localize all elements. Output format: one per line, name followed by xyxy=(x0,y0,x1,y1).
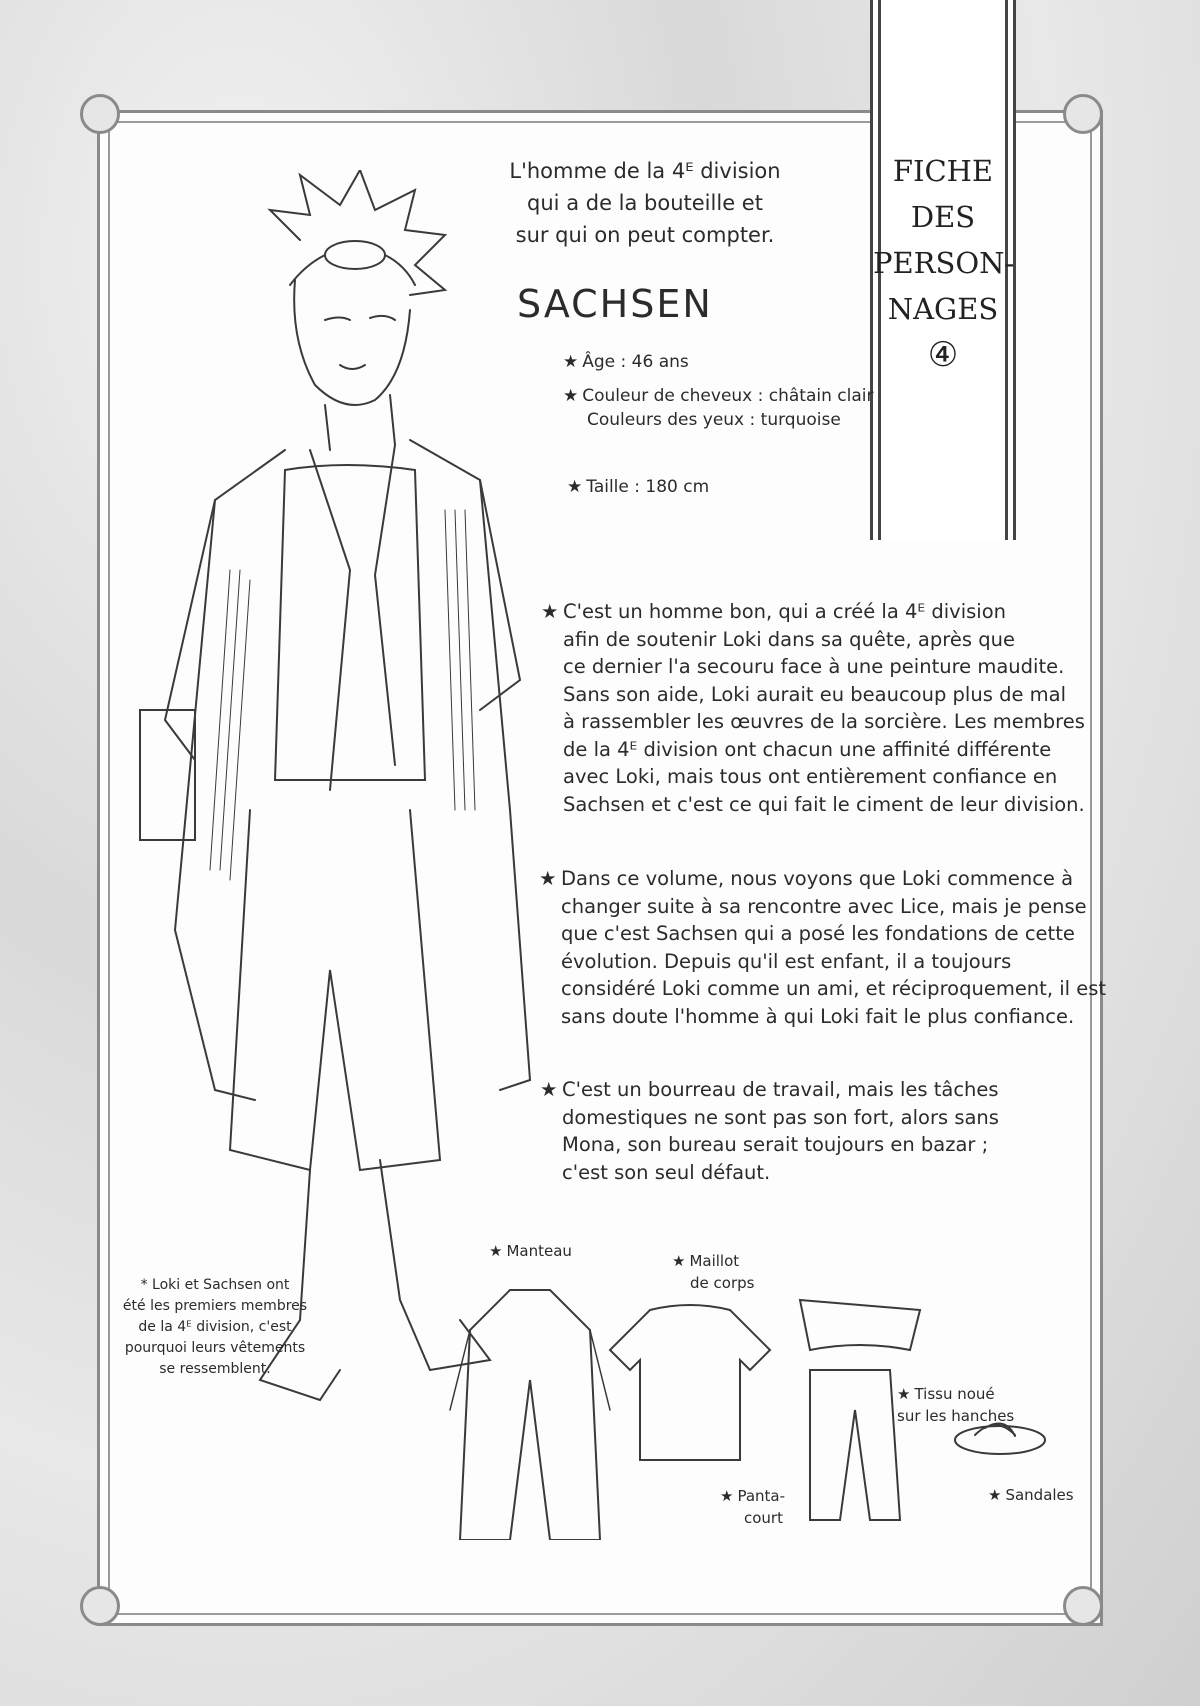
banner-line: FICHE xyxy=(892,154,994,188)
label-undershirt xyxy=(672,1250,754,1294)
cloth-sketch xyxy=(800,1300,920,1350)
paragraph-line: c'est son seul défaut. xyxy=(562,1160,771,1184)
label-text: Manteau xyxy=(506,1242,572,1260)
label-text: Maillot xyxy=(689,1252,740,1270)
sandals-sketch xyxy=(955,1426,1045,1454)
label-text: Panta- xyxy=(737,1487,786,1505)
pants-sketch xyxy=(810,1370,900,1520)
paragraph-line: C'est un bourreau de travail, mais les tâches xyxy=(562,1078,999,1101)
star-icon: ★ xyxy=(540,1078,558,1101)
banner-title xyxy=(873,148,1013,378)
stat-value: Taille : 180 cm xyxy=(586,477,710,497)
paragraph-line: à rassembler les œuvres de la sorcière. Les membres xyxy=(563,710,1085,733)
coat-sketch xyxy=(460,1290,600,1540)
side-note xyxy=(115,1275,315,1380)
frame-corner-ornament xyxy=(80,1586,120,1626)
label-coat xyxy=(489,1240,572,1262)
label-sandals xyxy=(988,1484,1074,1506)
tagline-line: L'homme de la 4ᴱ division xyxy=(509,159,781,183)
description-paragraph xyxy=(540,1076,1122,1186)
paragraph-line: de la 4ᴱ division ont chacun une affinité différente xyxy=(563,737,1052,761)
description-paragraph xyxy=(539,865,1121,1030)
paragraph-line: avec Loki, mais tous ont entièrement confiance en xyxy=(563,765,1058,788)
label-cloth xyxy=(897,1383,1014,1427)
label-text: de corps xyxy=(690,1274,755,1292)
paragraph-line: considéré Loki comme un ami, et réciproquement, il est xyxy=(561,977,1107,1000)
paragraph-line: Sans son aide, Loki aurait eu beaucoup plus de mal xyxy=(563,682,1067,706)
stat-height xyxy=(567,477,709,497)
paragraph-line: domestiques ne sont pas son fort, alors sans xyxy=(562,1105,999,1129)
banner-line: DES xyxy=(910,200,976,234)
label-text: sur les hanches xyxy=(897,1407,1015,1425)
star-icon: ★ xyxy=(672,1252,686,1270)
note-line: pourquoi leurs vêtements xyxy=(124,1340,306,1356)
stat-value: Âge : 46 ans xyxy=(582,352,689,372)
stat-eyes xyxy=(587,410,841,430)
label-text: court xyxy=(744,1509,783,1527)
paragraph-line: ce dernier l'a secouru face à une peinture maudite. xyxy=(563,655,1065,678)
star-icon: ★ xyxy=(720,1487,734,1505)
paragraph-line: Sachsen et c'est ce qui fait le ciment de leur division. xyxy=(563,792,1085,816)
character-sketch xyxy=(110,170,570,1460)
note-line: * Loki et Sachsen ont xyxy=(140,1277,290,1293)
star-icon: ★ xyxy=(563,386,579,406)
stat-value: Couleurs des yeux : turquoise xyxy=(587,410,841,430)
label-text: Sandales xyxy=(1005,1486,1074,1504)
label-text: Tissu noué xyxy=(914,1385,995,1403)
title-banner xyxy=(870,0,1016,540)
star-icon: ★ xyxy=(489,1242,503,1260)
paragraph-line: que c'est Sachsen qui a posé les fondations de cette xyxy=(561,922,1075,945)
star-icon: ★ xyxy=(897,1385,911,1403)
frame-corner-ornament xyxy=(80,94,120,134)
tagline xyxy=(495,155,795,251)
undershirt-sketch xyxy=(610,1305,770,1460)
banner-line: PERSON- xyxy=(873,246,1015,280)
paragraph-line: Mona, son bureau serait toujours en bazar ; xyxy=(562,1133,989,1156)
stat-value: Couleur de cheveux : châtain clair xyxy=(582,386,874,406)
frame-corner-ornament xyxy=(1063,1586,1103,1626)
paragraph-line: C'est un homme bon, qui a créé la 4ᴱ division xyxy=(563,600,1006,623)
paragraph-line: changer suite à sa rencontre avec Lice, mais je pense xyxy=(561,894,1087,918)
paragraph-line: évolution. Depuis qu'il est enfant, il a toujours xyxy=(561,949,1012,973)
tagline-line: sur qui on peut compter. xyxy=(515,223,775,247)
tagline-line: qui a de la bouteille et xyxy=(527,191,763,215)
description-paragraph xyxy=(541,598,1123,818)
note-line: été les premiers membres xyxy=(122,1298,308,1314)
star-icon: ★ xyxy=(539,867,557,890)
label-pants xyxy=(720,1485,785,1529)
stat-hair xyxy=(563,386,874,406)
stat-age xyxy=(563,352,689,372)
paragraph-line: sans doute l'homme à qui Loki fait le plus confiance. xyxy=(561,1004,1075,1028)
note-line: se ressemblent. xyxy=(159,1361,271,1377)
star-icon: ★ xyxy=(563,352,579,372)
star-icon: ★ xyxy=(567,477,583,497)
character-name: SACHSEN xyxy=(517,282,713,326)
note-line: de la 4ᴱ division, c'est xyxy=(138,1319,292,1335)
banner-line: NAGES xyxy=(887,292,999,326)
banner-number: ④ xyxy=(927,335,959,375)
frame-corner-ornament xyxy=(1063,94,1103,134)
paragraph-line: Dans ce volume, nous voyons que Loki commence à xyxy=(561,867,1074,890)
paragraph-line: afin de soutenir Loki dans sa quête, après que xyxy=(563,627,1015,651)
star-icon: ★ xyxy=(988,1486,1002,1504)
star-icon: ★ xyxy=(541,600,559,623)
